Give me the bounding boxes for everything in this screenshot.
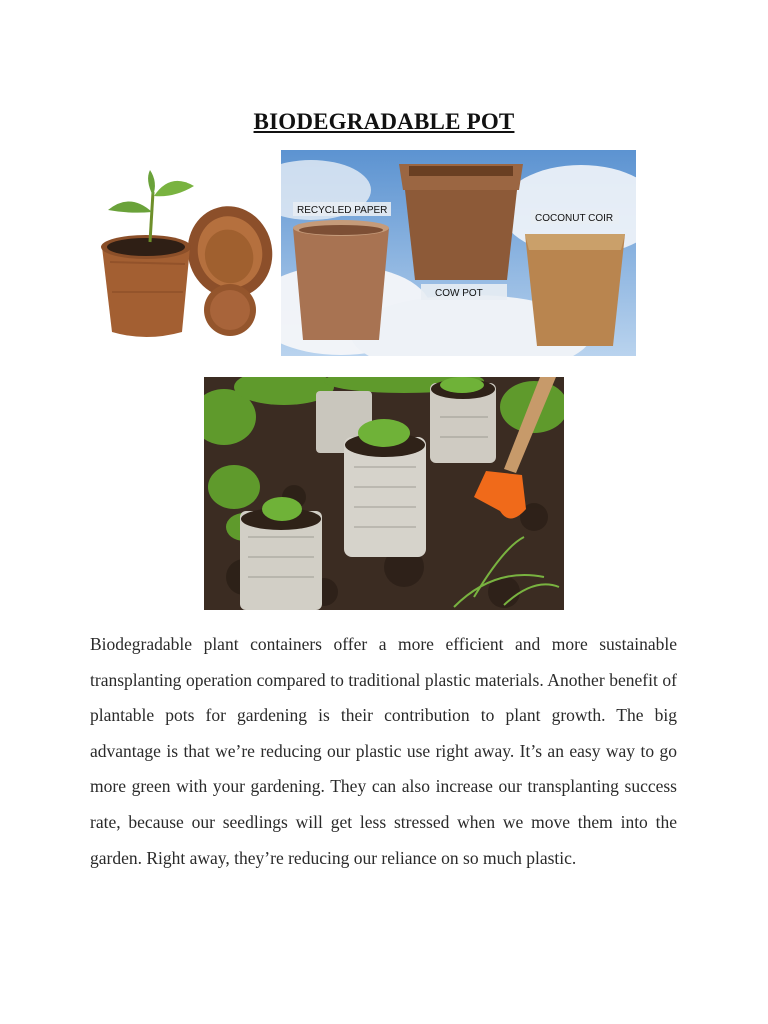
coir-pot-seedling-image [90, 152, 280, 357]
body-paragraph: Biodegradable plant containers offer a more efficient and more sustainable transplanting operation compared to traditional plastic materials. Another benefit of plantable pots for gardening is their contribution to plant growth. The big advantage is that we’re reducing our plastic use right away. It’s an easy way to go more green with your gardening. They can also increase our transplanting success rate, because our seedlings will get less stressed when we move them into the garden. Right away, they’re reducing our reliance on so much plastic. [90, 634, 677, 868]
label-coconut-coir: COCONUT COIR [535, 213, 614, 224]
document-title: BIODEGRADABLE POT [253, 109, 515, 135]
label-recycled-paper: RECYCLED PAPER [297, 205, 388, 216]
newspaper-pots-garden-image [204, 377, 564, 610]
label-cow-pot: COW POT [435, 288, 483, 299]
pot-types-image [281, 150, 636, 356]
